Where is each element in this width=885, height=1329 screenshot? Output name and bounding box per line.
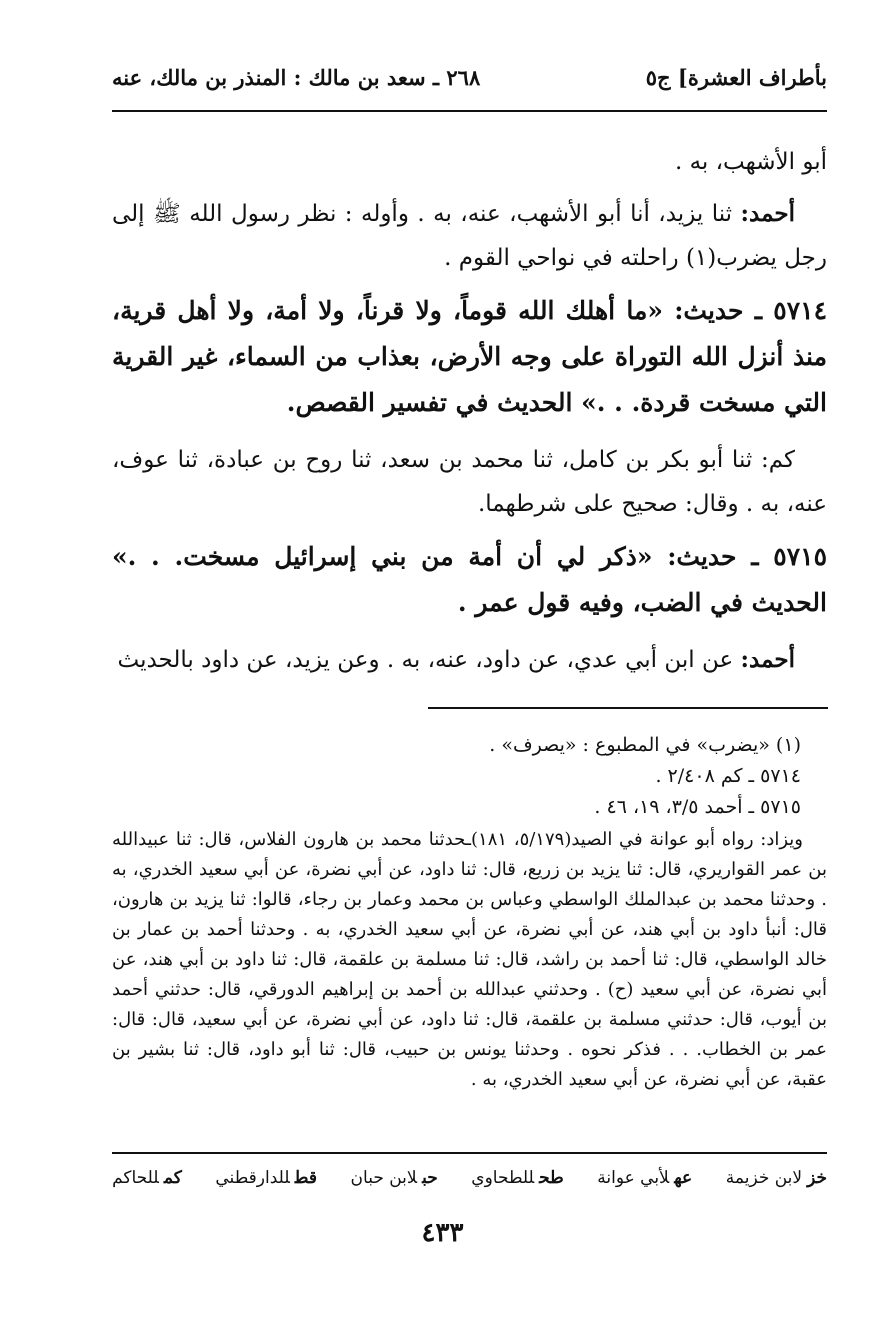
abbreviation-legend bbox=[112, 1168, 827, 1188]
main-text bbox=[112, 140, 827, 690]
running-header bbox=[112, 52, 827, 102]
paragraph-ahmad-2 bbox=[112, 638, 827, 682]
paragraph-kam: كم: ثنا أبو بكر بن كامل، ثنا محمد بن سعد، ثنا روح بن عبادة، ثنا عوف، عنه، به . وقال: صحيح على شرطهما. bbox=[112, 447, 827, 517]
footnote-rule bbox=[428, 707, 828, 709]
paragraph-ahmad-1 bbox=[112, 192, 827, 280]
page-number: ٤٣٣ bbox=[421, 1218, 464, 1248]
footnote-addition: ويزاد: رواه أبو عوانة في الصيد(٥/١٧٩، ١٨١)ـحدثنا محمد بن هارون الفلاس، قال: ثنا عبيدالله بن عمر القواريري، قال: ثنا يزيد بن زريع، قال: ثنا داود، عن أبي نضرة، عن أبي سعيد الخدري، به . وحدثنا محمد بن عبدالملك الواسطي وعباس بن محمد وعمار بن رجاء، قالوا: ثنا يزيد بن هارون، قال: أنبأ داود بن أبي هند، عن أبي نضرة، عن أبي سعيد الخدري، به . وحدثنا أحمد بن عمار بن خالد الواسطي، قال: ثنا أحمد بن راشد، قال: ثنا مسلمة بن علقمة، قال: ثنا داود بن أبي هند، عن أبي نضرة، عن أبي سعيد (ح) . وحدثني عبدالله بن أحمد بن إبراهيم الدورقي، قال: حدثني أحمد بن أيوب، قال: حدثني مسلمة بن علقمة، قال: ثنا داود، عن أبي نضرة، عن أبي سعيد، قال: قال: عمر بن الخطاب. . . فذكر نحوه . وحدثنا يونس بن حبيب، قال: ثنا أبو داود، قال: ثنا بشير بن عقبة، عن أبي نضرة، عن أبي سعيد الخدري، به . bbox=[112, 829, 827, 1090]
paragraph-continuation: أبو الأشهب، به . bbox=[674, 149, 827, 175]
legend-item: عهلأبي عوانة bbox=[597, 1168, 693, 1188]
header-section: ٢٦٨ ـ سعد بن مالك : المنذر بن مالك، عنه bbox=[112, 64, 481, 90]
source-label: أحمد: bbox=[740, 646, 795, 673]
legend-item: طحللطحاوي bbox=[471, 1168, 564, 1188]
hadith-5714 bbox=[112, 288, 827, 426]
footnotes bbox=[112, 730, 827, 1095]
legend-item: قطللدارقطني bbox=[215, 1168, 317, 1188]
legend-rule bbox=[112, 1152, 827, 1154]
legend-item: خزلابن خزيمة bbox=[725, 1168, 827, 1188]
legend-item: كمللحاكم bbox=[112, 1168, 182, 1188]
hadith-number: ٥٧١٥ ـ حديث: bbox=[667, 542, 827, 571]
hadith-text: «ما أهلك الله قوماً، ولا قرناً، ولا أمة، ولا أهل قرية، منذ أنزل الله التوراة على وجه الأرض، بعذاب من السماء، غير القرية التي مسخت قردة. . .» الحديث في تفسير القصص. bbox=[112, 296, 827, 417]
footnote-5714: ٥٧١٤ ـ كم ٢/٤٠٨ . bbox=[655, 765, 801, 787]
source-label: أحمد: bbox=[740, 200, 795, 227]
hadith-number: ٥٧١٤ ـ حديث: bbox=[674, 296, 827, 325]
paragraph-text: ثنا يزيد، أنا أبو الأشهب، عنه، به . وأوله : نظر رسول الله ﷺ إلى رجل يضرب(١) راحلته في نواحي القوم . bbox=[112, 201, 827, 271]
paragraph-text: عن ابن أبي عدي، عن داود، عنه، به . وعن يزيد، عن داود بالحديث bbox=[117, 647, 741, 673]
footnote-5715: ٥٧١٥ ـ أحمد ٣/٥، ١٩، ٤٦ . bbox=[594, 796, 801, 818]
header-rule bbox=[112, 110, 827, 112]
hadith-5715 bbox=[112, 534, 827, 626]
footnote-1: (١) «يضرب» في المطبوع : «يصرف» . bbox=[489, 734, 801, 756]
header-book-title: بأطراف العشرة] ج٥ bbox=[645, 64, 827, 90]
hadith-text: «ذكر لي أن أمة من بني إسرائيل مسخت. . .» الحديث في الضب، وفيه قول عمر . bbox=[112, 542, 827, 617]
legend-item: حبلابن حبان bbox=[350, 1168, 438, 1188]
